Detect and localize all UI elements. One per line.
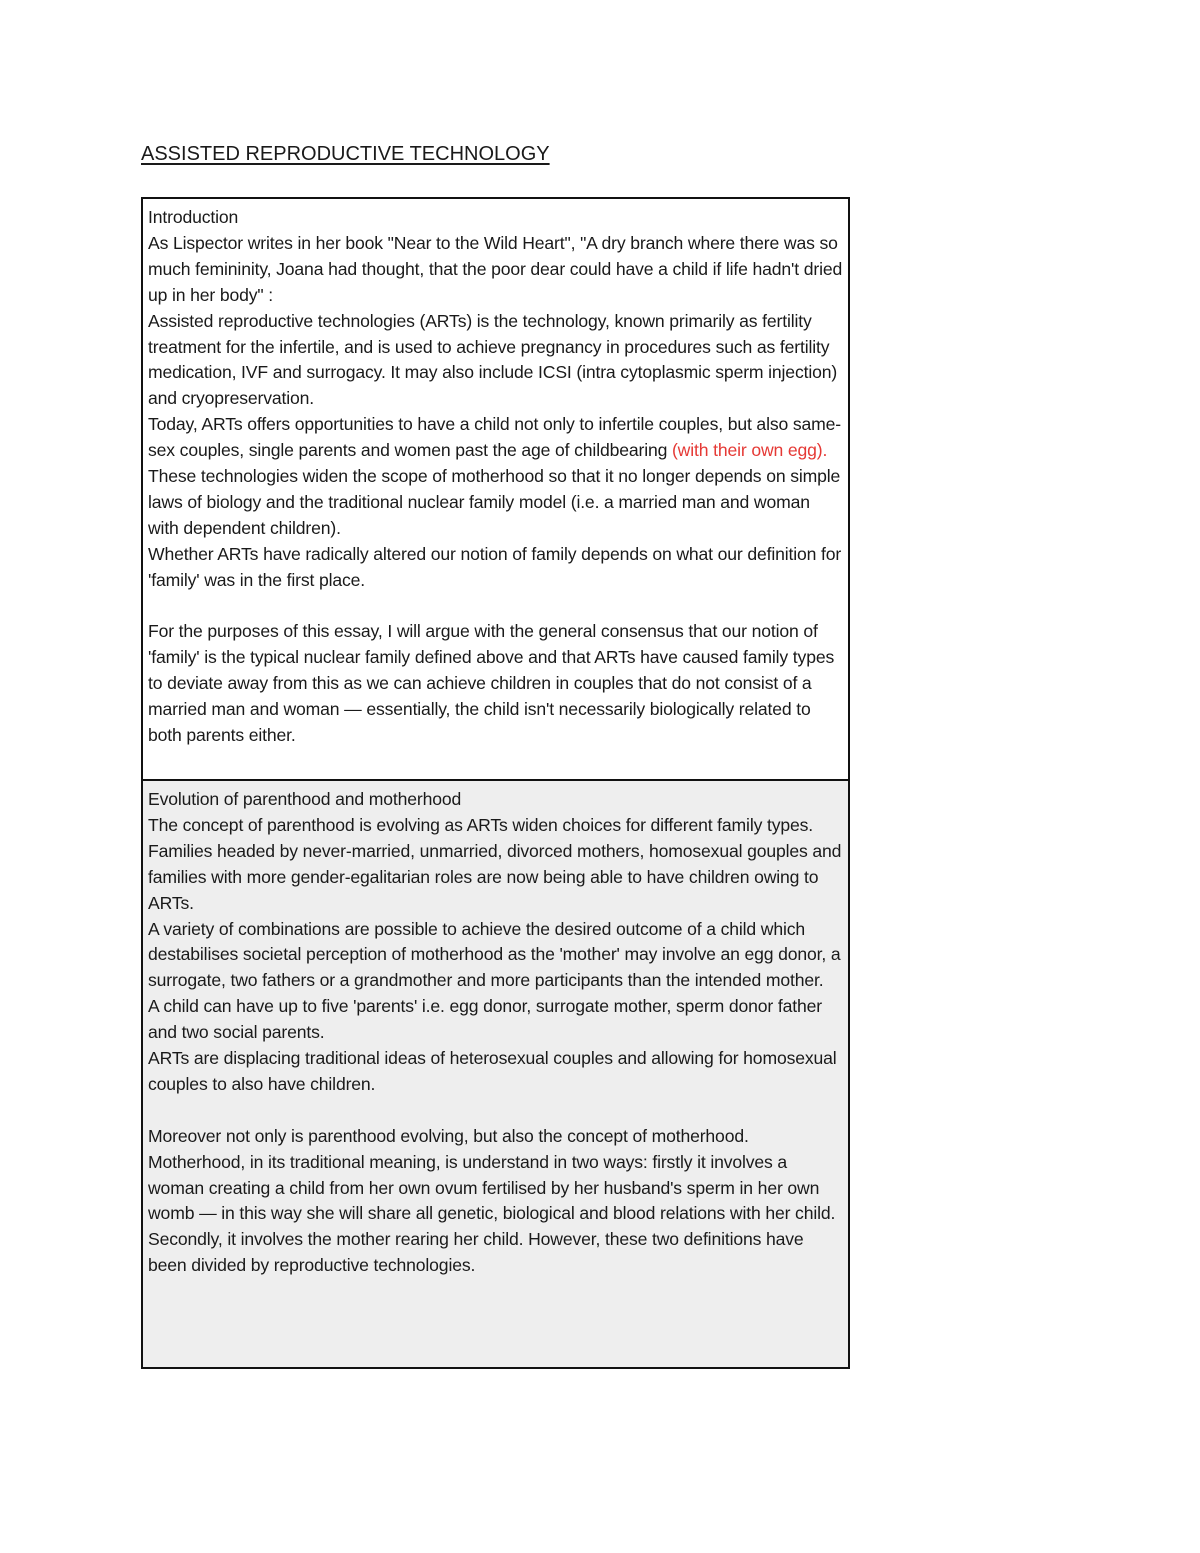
evolution-paragraph-1: The concept of parenthood is evolving as ARTs widen choices for different family types.: [148, 814, 814, 835]
introduction-heading: Introduction: [148, 207, 239, 227]
introduction-paragraph-3: These technologies widen the scope of motherhood so that it no longer depends on simple laws of biology and the traditional nuclear family model (i.e. a married man and woman with dependent children).: [148, 466, 841, 538]
highlighted-comment-period: .: [822, 440, 828, 461]
evolution-paragraph-6: Moreover not only is parenthood evolving, but also the concept of motherhood. Motherhood, in its traditional meaning, is understand in two ways: firstly it involves a woman creating a child from her own ovum fertilised by her husband's sperm in her own womb — in this way she will share all genetic, biological and blood relations with her child. Secondly, it involves the mother rearing her child. However, these two definitions have been divided by reproductive technologies.: [148, 1125, 836, 1276]
introduction-paragraph-5: For the purposes of this essay, I will argue with the general consensus that our notion of 'family' is the typical nuclear family defined above and that ARTs have caused family types to deviate away from this as we can achieve children in couples that do not consist of a married man and woman — essentially, the child isn't necessarily biologically related to both parents either.: [148, 621, 835, 746]
introduction-quote: As Lispector writes in her book "Near to the Wild Heart", "A dry branch where there was so much femininity, Joana had thought, that the poor dear could have a child if life hadn't dried up in her body" :: [148, 232, 843, 305]
evolution-heading: Evolution of parenthood and motherhood: [148, 789, 462, 809]
essay-table: [141, 197, 850, 1369]
introduction-paragraph-1: Assisted reproductive technologies (ARTs) is the technology, known primarily as fertility treatment for the infertile, and is used to achieve pregnancy in procedures such as fertility medication, IVF and surrogacy. It may also include ICSI (intra cytoplasmic sperm injection) and cryopreservation.: [148, 310, 838, 409]
evolution-paragraph-2: Families headed by never-married, unmarried, divorced mothers, homosexual gouples and families with more gender-egalitarian roles are now being able to have children owing to ARTs.: [148, 840, 842, 913]
highlighted-comment: (with their own egg): [671, 440, 823, 461]
introduction-paragraph-2-main: Today, ARTs offers opportunities to have a child not only to infertile couples, but also same-sex couples, single parents and women past the age of childbearing: [148, 414, 841, 461]
introduction-paragraph-2: [148, 412, 844, 464]
paragraph-spacer: [148, 1098, 844, 1124]
evolution-paragraph-3: A variety of combinations are possible to achieve the desired outcome of a child which destabilises societal perception of motherhood as the 'mother' may involve an egg donor, a surrogate, two fathers or a grandmother and more participants than the intended mother.: [148, 918, 841, 991]
evolution-cell: [143, 781, 848, 1367]
introduction-paragraph-4: Whether ARTs have radically altered our notion of family depends on what our definition for 'family' was in the first place.: [148, 543, 842, 590]
document-title: ASSISTED REPRODUCTIVE TECHNOLOGY: [141, 143, 550, 165]
evolution-paragraph-4: A child can have up to five 'parents' i.e. egg donor, surrogate mother, sperm donor father and two social parents.: [148, 996, 822, 1043]
introduction-cell: [143, 199, 848, 781]
evolution-paragraph-5: ARTs are displacing traditional ideas of heterosexual couples and allowing for homosexual couples to also have children.: [148, 1048, 837, 1094]
paragraph-spacer: [148, 594, 844, 620]
